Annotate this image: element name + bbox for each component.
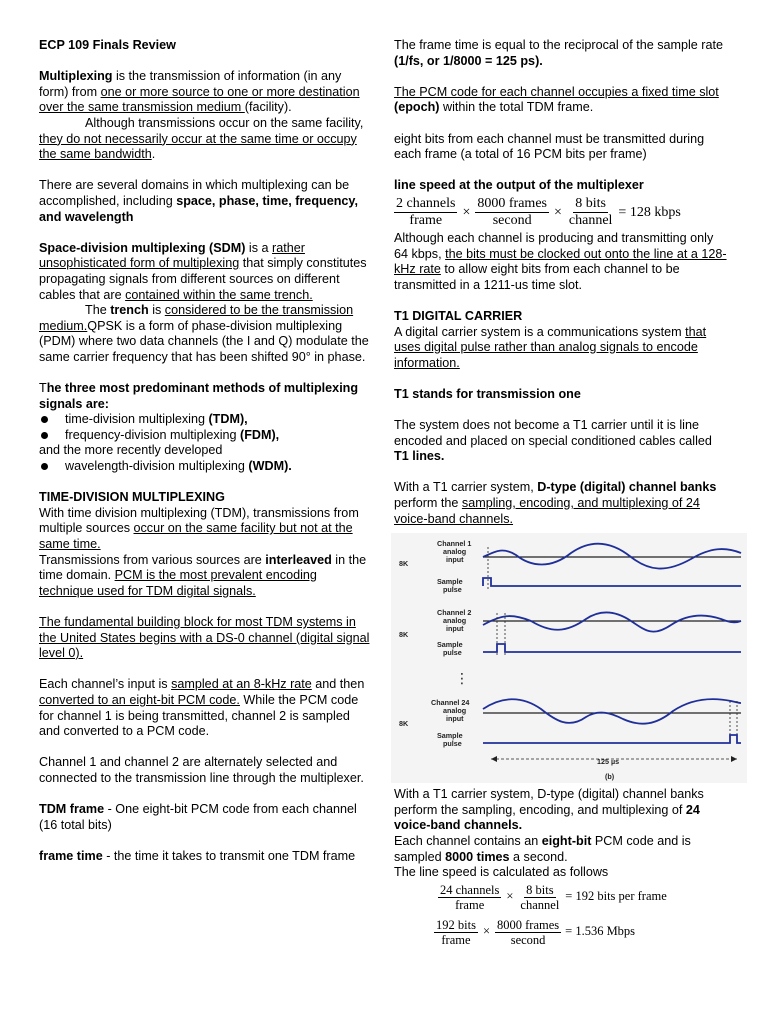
channel-banks-paragraph: With a T1 carrier system, D-type (digital) channel banks perform the sampling, encoding, and multiplexing of 24 voice-band channels. [394,480,717,526]
t1-heading: T1 DIGITAL CARRIER [394,308,523,323]
multiplexing-definition: Multiplexing is the transmission of information (in any form) from one or more source to one or more destination over the same transmission medium (facility). [39,69,360,115]
fraction: $\frac{\text{24 channels}}{\text{frame}}$ [440,882,500,912]
figure-label: pulse [443,585,462,595]
fraction: $\frac{\text{2 channels}}{\text{frame}}$ [396,195,456,228]
domains-paragraph: There are several domains in which multiplexing can be accomplished, including space, phase, time, frequency, and wavelength [39,178,358,224]
figure-label: input [446,624,464,634]
fraction: $\frac{\text{8000 frames}}{\text{second}}$ [477,195,547,228]
figure-label: 8K [399,719,409,729]
fraction: $\frac{\text{192 bits}}{\text{frame}}$ [436,917,476,947]
figure-label: Sample [437,640,463,650]
figure-label: 8K [399,559,409,569]
line-speed-intro: The line speed is calculated as follows [394,865,609,880]
right-column [394,38,728,949]
alternation-paragraph: Channel 1 and channel 2 are alternately selected and connected to the transmission line through the multiplexer. [39,755,364,785]
bits-per-frame-equation: $\frac{\text{24 channels}}{\text{frame}}$ × $\frac{\text{8 bits}}{\text{channel}}$ = 192 bits per frame [440,882,667,912]
figure-label: analog [443,616,467,626]
clocking-paragraph: Although each channel is producing and transmitting only 64 kbps, the bits must be clocked out onto the line at a 128-kHz rate to allow eight bits from each channel to be transmitted in a 1211-us time slot. [394,230,727,292]
line-speed-equation: $\frac{\text{2 channels}}{\text{frame}}$ × $\frac{\text{8000 frames}}{\text{second}}$ × $\frac{\text{8 bits}}{\text{channel}}$ = 128 kbps [396,195,681,228]
sampling-paragraph: Each channel’s input is sampled at an 8-kHz rate and then converted to an eight-bit PCM code. While the PCM code for channel 1 is being transmitted, channel 2 is sampled and converted to a PCM code. [39,677,365,739]
t1-definition: A digital carrier system is a communications system that uses digital pulse rather than analog signals to encode information. [394,324,707,370]
figure-label: Sample [437,731,463,741]
t1-summary: With a T1 carrier system, D-type (digital) channel banks perform the sampling, encoding, and multiplexing of 24 voice-band channels. [394,787,704,833]
term-sdm: Space-division multiplexing (SDM) [39,240,246,255]
figure-label: 8K [399,630,409,640]
sdm-paragraph: Space-division multiplexing (SDM) is a rather unsophisticated form of multiplexing that simply constitutes propagating signals from different sources on different cables that are contained within the same trench. [39,240,367,302]
tdm-heading: TIME-DIVISION MULTIPLEXING [39,490,225,505]
mbps-equation: $\frac{\text{192 bits}}{\text{frame}}$ × $\frac{\text{8000 frames}}{\text{second}}$ = 1.536 Mbps [436,917,636,947]
period-label: 125 µs [597,757,620,767]
list-item: time-division multiplexing (TDM), [39,412,371,428]
figure-label: Channel 1 [437,539,472,549]
figure-label: Channel 2 [437,608,472,618]
time-slot-paragraph: The PCM code for each channel occupies a fixed time slot (epoch) within the total TDM frame. [394,84,719,115]
eight-bit-paragraph: Each channel contains an eight-bit PCM code and is sampled 8000 times a second. [394,834,691,864]
t1-lines-paragraph: The system does not become a T1 carrier until it is line encoded and placed on special conditioned cables called T1 lines. [394,418,712,464]
list-item: wavelength-division multiplexing (WDM). [39,459,371,475]
figure-label: input [446,714,464,724]
t1-stands: T1 stands for transmission one [394,386,581,401]
figure-caption: (b) [605,772,615,782]
figure-label: Sample [437,577,463,587]
figure-label: pulse [443,648,462,658]
fraction: $\frac{\text{8000 frames}}{\text{second}}$ [497,917,560,947]
tdm-frame-definition: TDM frame - One eight-bit PCM code from each channel (16 total bits) [39,802,357,832]
methods-list-continued [39,459,371,475]
methods-list-middle: and the more recently developed [39,443,223,458]
fraction: $\frac{\text{8 bits}}{\text{channel}}$ [568,195,613,228]
term-multiplexing: Multiplexing [39,69,113,84]
figure-label: input [446,555,464,565]
document-title: ECP 109 Finals Review [39,38,176,52]
figure-label: Channel 24 [431,698,470,708]
line-speed-heading: line speed at the output of the multiplexer [394,178,644,193]
left-column [39,38,371,880]
figure-label: analog [443,547,467,557]
ds0-paragraph: The fundamental building block for most TDM systems in the United States begins with a DS-0 channel (digital signal level 0). [39,614,370,661]
t1-sampling-figure [391,533,747,783]
frame-time-paragraph: The frame time is equal to the reciprocal of the sample rate (1/fs, or 1/8000 = 125 ps). [394,38,723,68]
list-item: frequency-division multiplexing (FDM), [39,428,371,444]
ellipsis: ⋮ [455,671,469,688]
figure-label: pulse [443,739,462,749]
frame-time-definition: frame time - the time it takes to transmit one TDM frame [39,848,356,863]
trench-paragraph: The trench is considered to be the transmission medium.QPSK is a form of phase-division multiplexing (PDM) where two data channels (the I and Q) modulate the same carrier frequency that has been shifted 90° in phase. [39,303,369,364]
methods-list [39,412,371,443]
fraction: $\frac{\text{8 bits}}{\text{channel}}$ [520,882,560,912]
figure-label: analog [443,706,467,716]
tdm-interleave: Transmissions from various sources are interleaved in the time domain. PCM is the most prevalent encoding technique used for TDM digital signals. [39,552,367,598]
multiplexing-note: Although transmissions occur on the same facility, they do not necessarily occur at the same time or occupy the same bandwidth. [39,115,364,162]
tdm-intro: With time division multiplexing (TDM), transmissions from multiple sources occur on the same facility but not at the same time. [39,505,359,551]
sampling-diagram [391,533,747,783]
methods-intro: The three most predominant methods of multiplexing signals are: [39,381,359,411]
bits-per-frame-paragraph: eight bits from each channel must be transmitted during each frame (a total of 16 PCM bits per frame) [394,131,705,162]
